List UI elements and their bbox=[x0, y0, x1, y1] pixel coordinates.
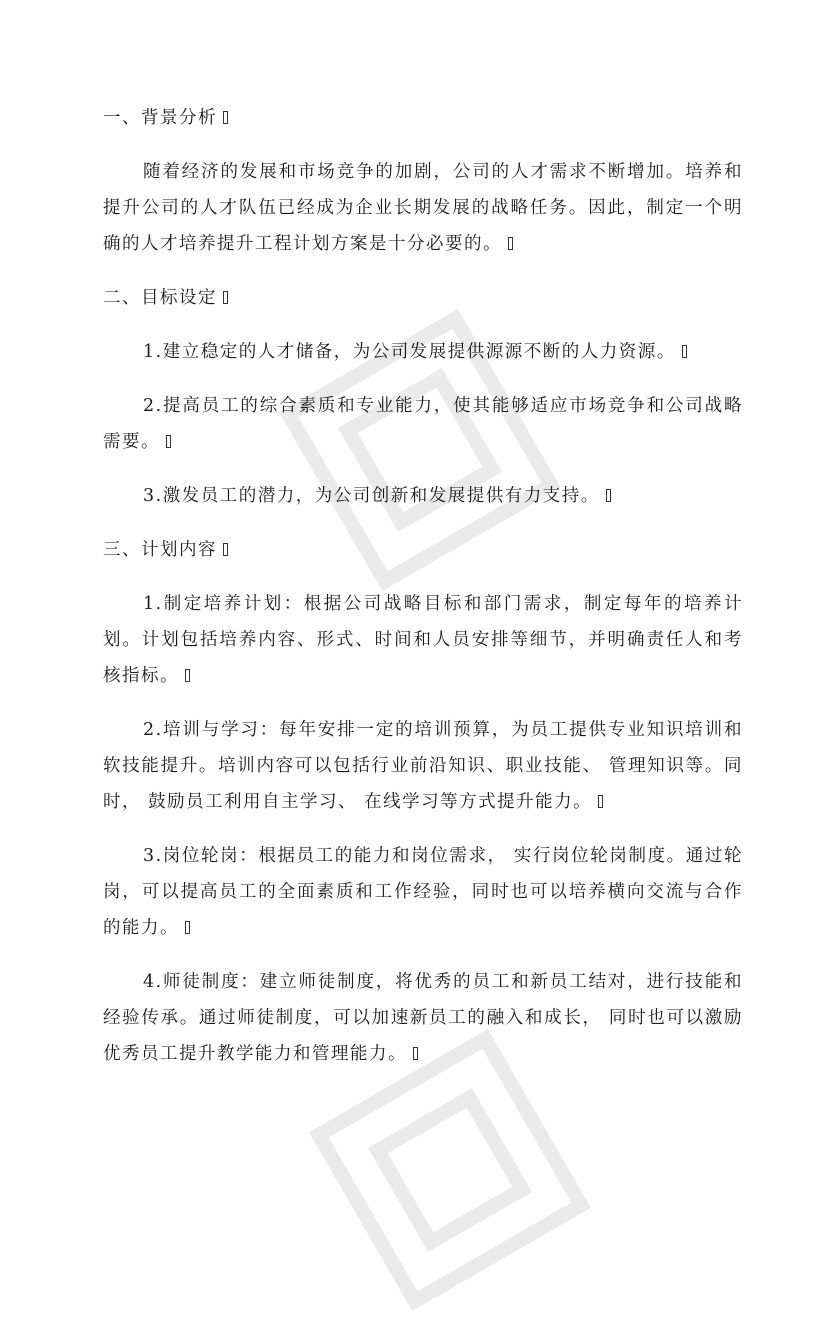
paragraph-mark-icon bbox=[598, 795, 603, 808]
paragraph bbox=[103, 154, 743, 262]
paragraph bbox=[103, 478, 743, 514]
section-background bbox=[103, 100, 743, 262]
paragraph-text: 3.岗位轮岗：根据员工的能力和岗位需求， 实行岗位轮岗制度。通过轮岗，可以提高员工的全面素质和工作经验，同时也可以培养横向交流与合作的能力。 bbox=[103, 846, 743, 938]
section-heading bbox=[103, 100, 743, 136]
paragraph-text: 1.建立稳定的人才储备，为公司发展提供源源不断的人力资源。 bbox=[143, 342, 676, 362]
paragraph-mark-icon bbox=[185, 921, 190, 934]
paragraph-mark-icon bbox=[185, 669, 190, 682]
paragraph-text: 1.制定培养计划：根据公司战略目标和部门需求，制定每年的培养计划。计划包括培养内容、形式、时间和人员安排等细节，并明确责任人和考核指标。 bbox=[103, 594, 743, 686]
paragraph-mark-icon bbox=[223, 111, 228, 124]
section-heading-text: 二、目标设定 bbox=[103, 288, 217, 308]
document-body bbox=[103, 100, 743, 1090]
paragraph bbox=[103, 586, 743, 694]
paragraph-text: 4.师徒制度：建立师徒制度，将优秀的员工和新员工结对，进行技能和经验传承。通过师徒制度，可以加速新员工的融入和成长， 同时也可以激励优秀员工提升教学能力和管理能力。 bbox=[103, 972, 743, 1064]
paragraph bbox=[103, 334, 743, 370]
paragraph bbox=[103, 388, 743, 460]
paragraph-mark-icon bbox=[166, 435, 171, 448]
paragraph-mark-icon bbox=[413, 1047, 418, 1060]
paragraph-text: 随着经济的发展和市场竞争的加剧，公司的人才需求不断增加。培养和提升公司的人才队伍已经成为企业长期发展的战略任务。因此，制定一个明确的人才培养提升工程计划方案是十分必要的。 bbox=[103, 162, 743, 254]
paragraph-mark-icon bbox=[223, 543, 228, 556]
paragraph-text: 2.提高员工的综合素质和专业能力，使其能够适应市场竞争和公司战略需要。 bbox=[103, 396, 743, 452]
paragraph-mark-icon bbox=[682, 345, 687, 358]
section-plan-content bbox=[103, 532, 743, 1072]
paragraph bbox=[103, 964, 743, 1072]
paragraph-mark-icon bbox=[606, 489, 611, 502]
section-heading-text: 一、背景分析 bbox=[103, 108, 217, 128]
section-heading bbox=[103, 280, 743, 316]
paragraph bbox=[103, 712, 743, 820]
paragraph-mark-icon bbox=[508, 237, 513, 250]
paragraph-mark-icon bbox=[223, 291, 228, 304]
section-heading-text: 三、计划内容 bbox=[103, 540, 217, 560]
paragraph-text: 3.激发员工的潜力，为公司创新和发展提供有力支持。 bbox=[143, 486, 600, 506]
section-heading bbox=[103, 532, 743, 568]
paragraph bbox=[103, 838, 743, 946]
section-goals bbox=[103, 280, 743, 514]
paragraph-text: 2.培训与学习：每年安排一定的培训预算，为员工提供专业知识培训和软技能提升。培训内容可以包括行业前沿知识、职业技能、 管理知识等。同时， 鼓励员工利用自主学习、 在线学习等方式提升能力。 bbox=[103, 720, 743, 812]
